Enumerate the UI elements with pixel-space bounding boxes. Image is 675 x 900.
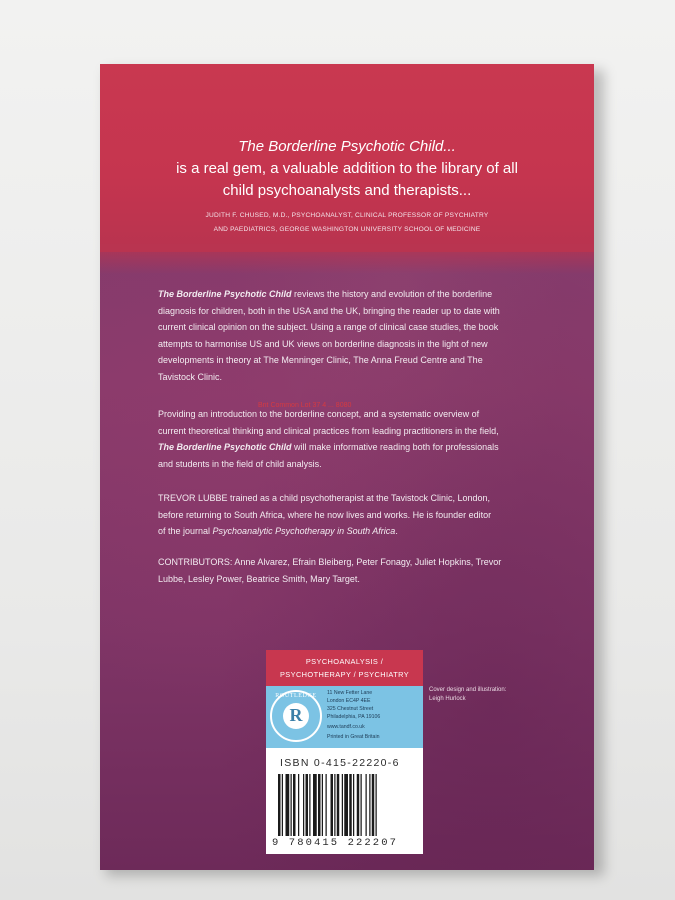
website: www.tandf.co.uk (327, 724, 365, 730)
publisher-initial: R (289, 705, 303, 725)
contributors: CONTRIBUTORS: Anne Alvarez, Efrain Bleiberg, Peter Fonagy, Juliet Hopkins, Trevor Lubbe, Lesley Power, Beatrice Smith, Mary Target. (158, 557, 502, 584)
cover-credit-name: Leigh Hurlock (429, 696, 466, 702)
journal-title: Psychoanalytic Psychotherapy in South Africa (212, 526, 396, 537)
price-sticker-residue: Brit Common Lot 37 4 ... 8080 (258, 402, 352, 409)
book-back-cover (100, 64, 594, 870)
book-title: The Borderline Psychotic Child (158, 289, 292, 299)
address-line: London EC4P 4EE (327, 698, 371, 704)
publisher-label (266, 650, 423, 860)
quote-line-1: is a real gem, a valuable addition to the library of all (176, 160, 518, 177)
category-line-1: PSYCHOANALYSIS / (305, 657, 384, 666)
address-line: 325 Chestnut Street (327, 706, 374, 712)
address-line: Philadelphia, PA 19106 (327, 714, 381, 720)
band-fade (100, 244, 594, 274)
category-box (266, 650, 423, 686)
barcode-number: 9 780415 222207 (272, 837, 399, 849)
attribution-line-2: AND PAEDIATRICS, GEORGE WASHINGTON UNIVERSITY SCHOOL OF MEDICINE (213, 226, 481, 233)
attribution-line-1: JUDITH F. CHUSED, M.D., PSYCHOANALYST, CLINICAL PROFESSOR OF PSYCHIATRY (205, 212, 489, 219)
quote-title: The Borderline Psychotic Child... (238, 138, 456, 155)
book-title: The Borderline Psychotic Child (158, 442, 292, 453)
address-line: 11 New Fetter Lane (327, 690, 373, 696)
publisher-name: ROUTLEDGE (275, 693, 317, 699)
author-bio: TREVOR LUBBE trained as a child psychotherapist at the Tavistock Clinic, London, before returning to South Africa, where he now lives and works. He is founder editor of the journal Psychoanalytic Psychotherapy in South Africa. (158, 493, 492, 537)
cover-credit-label: Cover design and illustration: (429, 687, 507, 693)
printed-in: Printed in Great Britain (327, 734, 380, 740)
blurb-paragraph-1: The Borderline Psychotic Child reviews the history and evolution of the borderline diagnosis for children, both in the USA and the UK, bringing the reader up to date with current clinical opinion on the subject. Using a range of clinical case studies, the book attempts to harmonise US and UK views on borderline diagnosis in the light of new developments in theory at The Menninger Clinic, The Anna Freud Centre and The Tavistock Clinic. (158, 289, 500, 382)
publisher-box (266, 686, 423, 748)
quote-line-2: child psychoanalysts and therapists... (222, 182, 472, 199)
isbn-box (266, 748, 423, 854)
routledge-logo (270, 690, 322, 742)
category-line-2: PSYCHOTHERAPY / PSYCHIATRY (279, 670, 410, 679)
barcode (276, 774, 414, 836)
blurb-paragraph-2: Providing an introduction to the borderline concept, and a systematic overview of current theoretical thinking and clinical practices from leading practitioners in the field, The Borderline Psychotic Child will make informative reading both for professionals and students in the field of child analysis. (158, 409, 499, 469)
isbn-label: ISBN 0-415-22220-6 (280, 757, 400, 769)
